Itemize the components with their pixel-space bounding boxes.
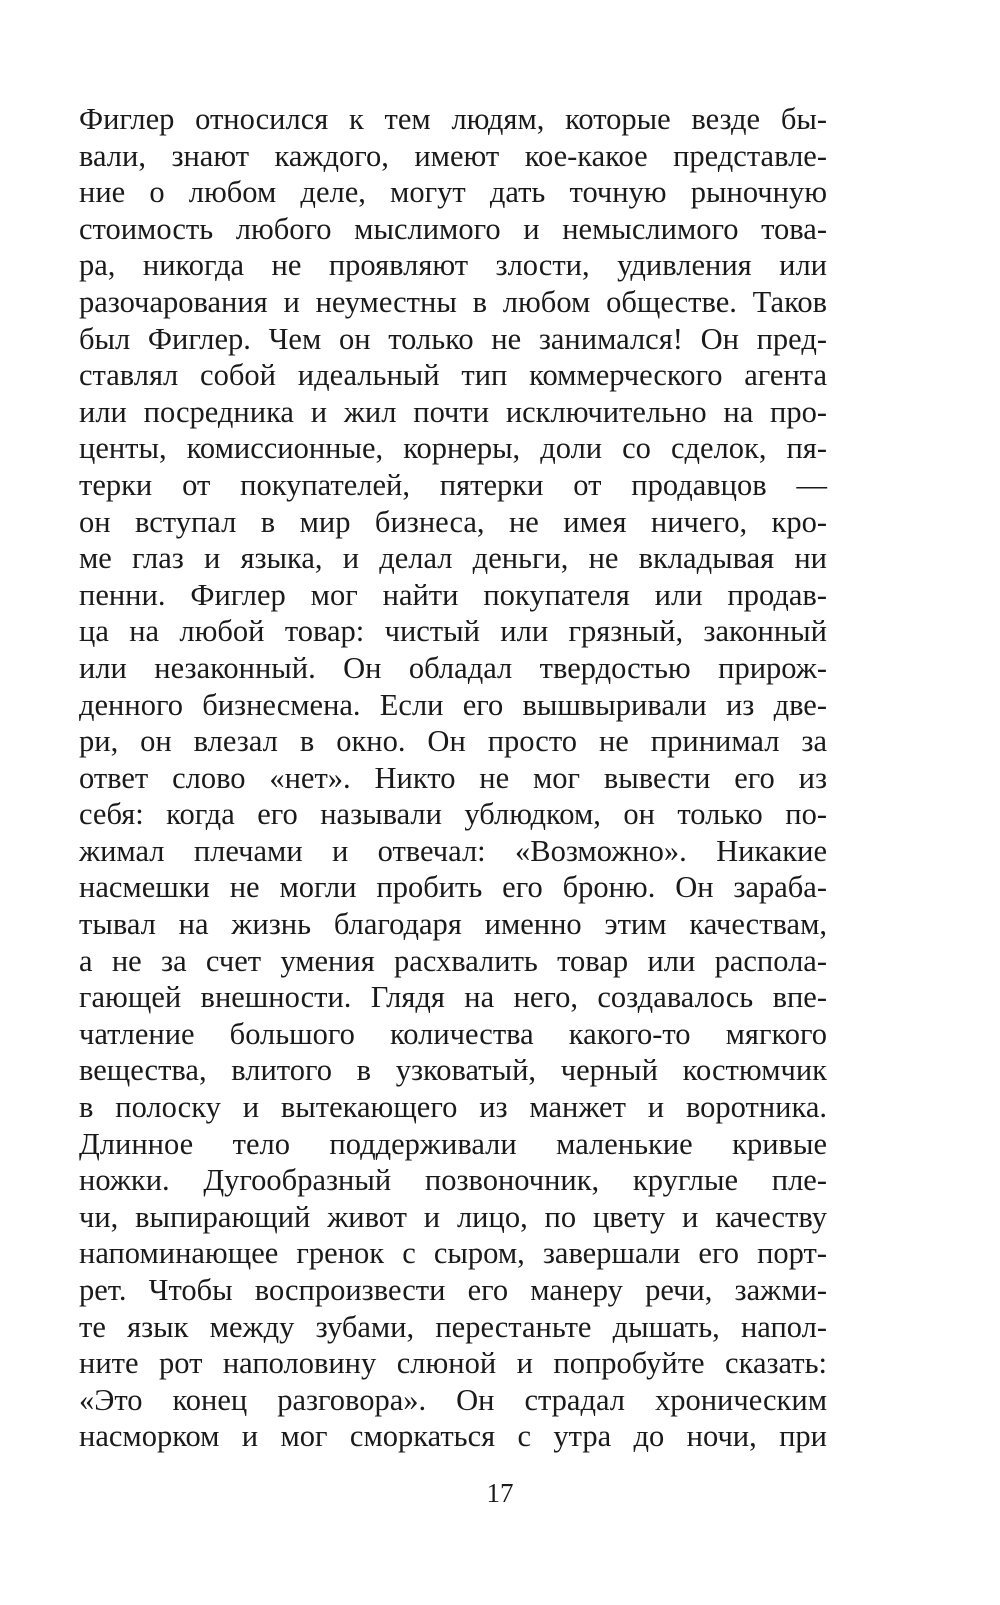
text-line: Фиглер относился к тем людям, которые везде бы- — [79, 102, 827, 136]
text-line: терки от покупателей, пятерки от продавцов — — [79, 467, 827, 502]
text-line: чатление большого количества какого-то мягкого — [79, 1016, 827, 1051]
text-line: ставлял собой идеальный тип коммерческого агента — [79, 358, 827, 393]
text-line: был Фиглер. Чем он только не занимался! Он пред- — [79, 321, 827, 356]
text-line: центы, комиссионные, корнеры, доли со сделок, пя- — [79, 431, 827, 466]
text-line: денного бизнесмена. Если его вышвыривали из две- — [79, 687, 827, 722]
text-line: ри, он влезал в окно. Он просто не принимал за — [79, 724, 827, 759]
text-line: ме глаз и языка, и делал деньги, не вкладывая ни — [79, 541, 827, 576]
body-text — [79, 101, 827, 1455]
text-line: тывал на жизнь благодаря именно этим качествам, — [79, 907, 827, 942]
text-line: насморком и мог сморкаться с утра до ночи, при — [79, 1419, 827, 1454]
text-line: вали, знают каждого, имеют кое-какое представле- — [79, 138, 827, 173]
text-line: или посредника и жил почти исключительно на про- — [79, 394, 827, 429]
text-line: а не за счет умения расхвалить товар или распола- — [79, 943, 827, 978]
text-line: насмешки не могли пробить его броню. Он зараба- — [79, 870, 827, 905]
text-line: ответ слово «нет». Никто не мог вывести его из — [79, 760, 827, 795]
text-line: напоминающее гренок с сыром, завершали его порт- — [79, 1236, 827, 1271]
text-line: себя: когда его называли ублюдком, он только по- — [79, 797, 827, 832]
text-line: ра, никогда не проявляют злости, удивления или — [79, 248, 827, 283]
text-line: или незаконный. Он обладал твердостью прирож- — [79, 650, 827, 685]
page-number: 17 — [486, 1478, 514, 1508]
text-line: вещества, влитого в узковатый, черный костюмчик — [79, 1053, 827, 1088]
text-line: стоимость любого мыслимого и немыслимого това- — [79, 211, 827, 246]
text-line: ца на любой товар: чистый или грязный, законный — [79, 614, 827, 649]
text-line: рет. Чтобы воспроизвести его манеру речи, зажми- — [79, 1273, 827, 1307]
text-line: ние о любом деле, могут дать точную рыночную — [79, 175, 827, 210]
text-line: гающей внешности. Глядя на него, создавалось впе- — [79, 980, 827, 1015]
text-line: разочарования и неуместны в любом обществе. Таков — [79, 284, 827, 319]
text-line: Длинное тело поддерживали маленькие кривые — [79, 1126, 827, 1161]
text-line: в полоску и вытекающего из манжет и воротника. — [79, 1090, 827, 1125]
text-line: ните рот наполовину слюной и попробуйте сказать: — [79, 1346, 827, 1381]
text-line: те язык между зубами, перестаньте дышать, напол- — [79, 1309, 827, 1344]
text-line: ножки. Дугообразный позвоночник, круглые пле- — [79, 1163, 827, 1198]
text-line: пенни. Фиглер мог найти покупателя или продав- — [79, 577, 827, 612]
text-line: жимал плечами и отвечал: «Возможно». Никакие — [79, 833, 827, 868]
text-line: чи, выпирающий живот и лицо, по цвету и качеству — [79, 1199, 827, 1234]
text-line: «Это конец разговора». Он страдал хроническим — [79, 1382, 827, 1417]
text-line: он вступал в мир бизнеса, не имея ничего, кро- — [79, 504, 827, 539]
